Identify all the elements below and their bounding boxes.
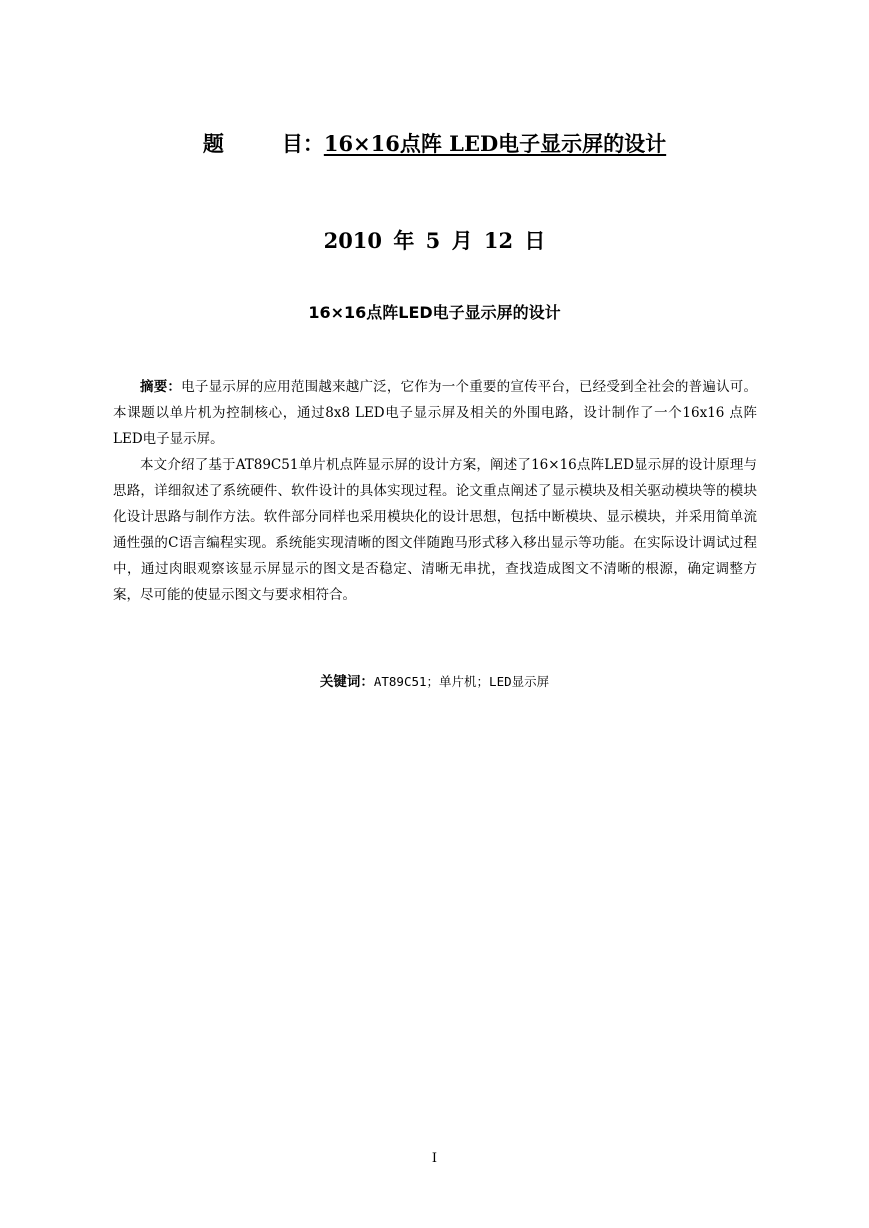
abstract-label: 摘要： <box>140 379 182 395</box>
abstract-section <box>113 374 757 608</box>
page-number: I <box>431 1151 438 1166</box>
abstract-paragraph-1 <box>113 374 757 452</box>
thesis-title-line <box>0 128 869 158</box>
title-label-char-1: 题 <box>202 131 224 156</box>
submission-date: 2010 年 5 月 12 日 <box>323 228 546 253</box>
paper-heading: 16×16点阵LED电子显示屏的设计 <box>308 303 561 322</box>
keywords-value: AT89C51；单片机；LED显示屏 <box>373 674 550 689</box>
abstract-paragraph-1-text: 电子显示屏的应用范围越来越广泛，它作为一个重要的宣传平台，已经受到全社会的普遍认可。本课题以单片机为控制核心，通过8x8 LED电子显示屏及相关的外围电路，设计制作了一个16x16 点阵LED电子显示屏。 <box>113 379 758 447</box>
title-label-char-2: 目： <box>281 131 324 156</box>
abstract-paragraph-2: 本文介绍了基于AT89C51单片机点阵显示屏的设计方案，阐述了16×16点阵LED显示屏的设计原理与思路，详细叙述了系统硬件、软件设计的具体实现过程。论文重点阐述了显示模块及相关驱动模块等的模块化设计思路与制作方法。软件部分同样也采用模块化的设计思想，包括中断模块、显示模块，并采用简单流通性强的C语言编程实现。系统能实现清晰的图文伴随跑马形式移入移出显示等功能。在实际设计调试过程中，通过肉眼观察该显示屏显示的图文是否稳定、清晰无串扰，查找造成图文不清晰的根源，确定调整方案，尽可能的使显示图文与要求相符合。 <box>113 457 757 603</box>
thesis-title-value: 16×16点阵 LED电子显示屏的设计 <box>323 131 667 156</box>
keywords-label: 关键词： <box>319 674 374 690</box>
keywords-line <box>0 670 869 690</box>
